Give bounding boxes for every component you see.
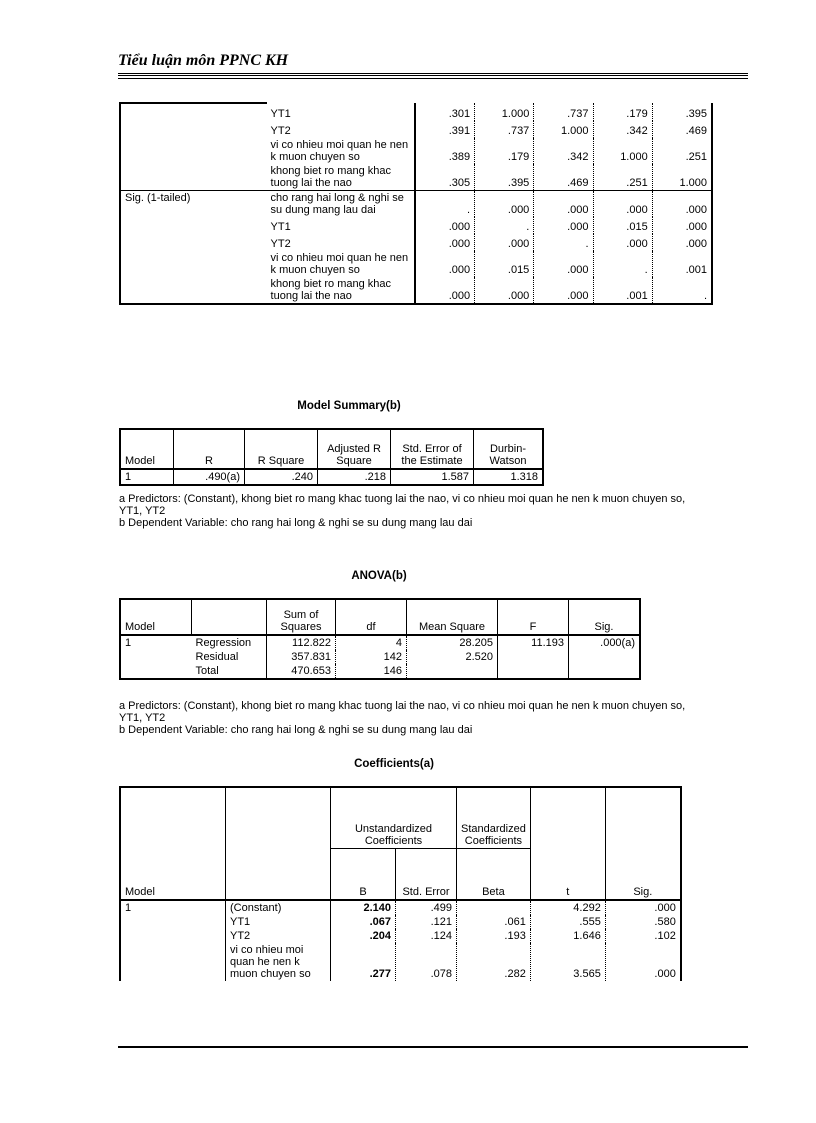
col-header: Adjusted R Square	[318, 429, 391, 469]
col-header	[192, 599, 267, 635]
table-cell: 1.646	[530, 929, 605, 943]
table-cell: .015	[475, 251, 534, 277]
coefficients-title: Coefficients(a)	[354, 758, 434, 770]
table-cell: .395	[475, 164, 534, 191]
table-cell: .061	[457, 915, 531, 929]
table-cell: .342	[593, 121, 652, 138]
table-cell: .000	[475, 191, 534, 218]
table-cell: 3.565	[530, 943, 605, 981]
page-header-title: Tiểu luận môn PPNC KH	[118, 52, 289, 69]
table-cell: 112.822	[267, 635, 336, 650]
table-cell: .179	[475, 138, 534, 164]
col-header: df	[336, 599, 407, 635]
col-header: Model	[120, 429, 174, 469]
table-row	[120, 915, 681, 929]
table-cell: .078	[396, 943, 457, 981]
table-cell: .469	[534, 164, 593, 191]
group-header-standardized: Standardized Coefficients	[457, 787, 531, 849]
table-cell: 470.653	[267, 664, 336, 679]
col-header: R Square	[245, 429, 318, 469]
row-group-label	[120, 164, 267, 191]
table-cell	[457, 900, 531, 915]
row-group-label	[120, 121, 267, 138]
coefficients-table	[119, 786, 682, 981]
row-group-label: Sig. (1-tailed)	[120, 191, 267, 218]
row-label: khong biet ro mang khac tuong lai the nao	[267, 277, 416, 304]
table-cell: .000	[415, 277, 474, 304]
table-cell: 2.520	[407, 650, 498, 664]
table-row	[120, 121, 712, 138]
table-cell: .305	[415, 164, 474, 191]
table-cell: 142	[336, 650, 407, 664]
row-label: YT1	[267, 103, 416, 121]
row-label: vi co nhieu moi quan he nen k muon chuyen so	[267, 251, 416, 277]
cell: .240	[245, 469, 318, 485]
table-cell: .193	[457, 929, 531, 943]
row-group-label	[120, 217, 267, 234]
col-header: R	[174, 429, 245, 469]
table-cell: (Constant)	[226, 900, 331, 915]
table-cell: .469	[685, 125, 707, 137]
cell: 1	[120, 469, 174, 485]
table-cell: .204	[331, 929, 396, 943]
table-cell: .000	[685, 221, 707, 233]
header-rule	[118, 73, 748, 79]
model-summary-table	[119, 428, 544, 486]
table-cell: 4.292	[530, 900, 605, 915]
table-row	[120, 138, 712, 164]
table-cell: vi co nhieu moi quan he nen k muon chuyen so	[226, 943, 331, 981]
table-cell	[120, 650, 192, 664]
table-cell: .	[415, 191, 474, 218]
table-cell	[498, 650, 569, 664]
table-row	[120, 943, 681, 981]
note-a-cont: YT1, YT2	[119, 712, 166, 724]
col-header	[226, 787, 331, 900]
col-header: Beta	[457, 849, 531, 901]
cell: .218	[318, 469, 391, 485]
table-cell: .	[475, 217, 534, 234]
row-label: vi co nhieu moi quan he nen k muon chuyen so	[267, 138, 416, 164]
col-header: F	[498, 599, 569, 635]
table-cell: 1.000	[593, 138, 652, 164]
table-cell: Regression	[192, 635, 267, 650]
table-row	[120, 929, 681, 943]
table-cell	[569, 664, 641, 679]
table-row	[120, 277, 712, 304]
table-cell: .124	[396, 929, 457, 943]
table-cell: 1.000	[475, 103, 534, 121]
table-cell: 4	[336, 635, 407, 650]
table-cell: .000	[475, 234, 534, 251]
table-cell	[407, 664, 498, 679]
table-cell: 1	[120, 900, 226, 915]
table-row	[120, 900, 681, 915]
table-row	[120, 164, 712, 191]
table-cell: .	[593, 251, 652, 277]
table-cell: .000	[534, 277, 593, 304]
table-cell: .	[703, 290, 707, 302]
table-cell: 11.193	[498, 635, 569, 650]
row-label: cho rang hai long & nghi se su dung mang lau dai	[267, 191, 416, 218]
table-cell: .121	[396, 915, 457, 929]
row-label: YT1	[267, 217, 416, 234]
table-cell: .499	[396, 900, 457, 915]
model-summary-notes	[119, 493, 685, 529]
col-header: Std. Error	[396, 849, 457, 901]
table-cell: 2.140	[331, 900, 396, 915]
row-group-label	[120, 234, 267, 251]
col-header: Sum of Squares	[267, 599, 336, 635]
table-cell: .000(a)	[569, 635, 641, 650]
table-cell: .001	[593, 277, 652, 304]
col-header: Sig.	[569, 599, 641, 635]
model-summary-title: Model Summary(b)	[297, 400, 401, 412]
table-cell: .282	[457, 943, 531, 981]
table-cell: 28.205	[407, 635, 498, 650]
col-header: Sig.	[605, 787, 681, 900]
table-cell: .301	[415, 103, 474, 121]
table-cell: .000	[654, 902, 676, 914]
table-cell: .000	[685, 238, 707, 250]
row-label: YT2	[267, 121, 416, 138]
table-cell	[120, 915, 226, 929]
table-cell: .395	[685, 108, 707, 120]
cell: 1.587	[391, 469, 474, 485]
table-cell: Residual	[192, 650, 267, 664]
table-cell: .580	[654, 916, 676, 928]
table-cell: .000	[415, 217, 474, 234]
group-header-unstandardized: Unstandardized Coefficients	[331, 787, 457, 849]
table-cell: .555	[530, 915, 605, 929]
table-cell: .	[534, 234, 593, 251]
table-cell: Total	[192, 664, 267, 679]
anova-table	[119, 598, 641, 680]
table-row	[120, 103, 712, 121]
table-cell: .179	[593, 103, 652, 121]
anova-title: ANOVA(b)	[351, 570, 407, 582]
table-row	[120, 635, 640, 650]
table-cell: .251	[685, 151, 707, 163]
table-cell: .000	[652, 191, 712, 218]
col-header: Std. Error of the Estimate	[391, 429, 474, 469]
note-b: b Dependent Variable: cho rang hai long & nghi se su dung mang lau dai	[119, 724, 473, 736]
row-label: khong biet ro mang khac tuong lai the nao	[267, 164, 416, 191]
col-header: Model	[120, 787, 226, 900]
table-cell: .342	[534, 138, 593, 164]
note-a: a Predictors: (Constant), khong biet ro mang khac tuong lai the nao, vi co nhieu moi quan he nen k muon chuyen so,	[119, 493, 686, 505]
cell: 1.318	[474, 469, 544, 485]
table-cell: .000	[593, 191, 652, 218]
table-cell: .001	[685, 264, 707, 276]
col-header: Durbin-Watson	[474, 429, 544, 469]
row-label: YT2	[267, 234, 416, 251]
table-cell: .000	[415, 251, 474, 277]
table-cell: .000	[415, 234, 474, 251]
table-cell: .737	[475, 121, 534, 138]
note-a: a Predictors: (Constant), khong biet ro mang khac tuong lai the nao, vi co nhieu moi quan he nen k muon chuyen so,	[119, 700, 686, 712]
table-cell: .000	[593, 234, 652, 251]
table-cell: .067	[331, 915, 396, 929]
table-cell: .000	[534, 217, 593, 234]
table-row	[120, 664, 640, 679]
table-row	[120, 234, 712, 251]
footer-rule	[118, 1046, 748, 1048]
table-cell: .000	[534, 251, 593, 277]
table-cell	[498, 664, 569, 679]
table-row	[120, 217, 712, 234]
note-a-cont: YT1, YT2	[119, 505, 166, 517]
table-cell: .251	[593, 164, 652, 191]
table-cell	[120, 943, 226, 981]
correlations-table	[119, 102, 713, 305]
table-cell: .277	[331, 943, 396, 981]
col-header: Mean Square	[407, 599, 498, 635]
table-cell	[120, 929, 226, 943]
table-cell: 1.000	[534, 121, 593, 138]
table-cell	[120, 664, 192, 679]
table-cell: .389	[415, 138, 474, 164]
anova-notes	[119, 700, 685, 736]
table-cell: .000	[654, 968, 676, 980]
table-cell: YT2	[226, 929, 331, 943]
table-cell: .737	[534, 103, 593, 121]
note-b: b Dependent Variable: cho rang hai long & nghi se su dung mang lau dai	[119, 517, 473, 529]
table-cell	[569, 650, 641, 664]
table-row	[120, 191, 712, 218]
row-group-label	[120, 138, 267, 164]
table-cell: .000	[534, 191, 593, 218]
table-cell: 357.831	[267, 650, 336, 664]
table-cell: 1	[125, 637, 132, 649]
row-group-label	[120, 277, 267, 304]
table-cell: .015	[593, 217, 652, 234]
table-row	[120, 251, 712, 277]
col-header: B	[331, 849, 396, 901]
table-cell: .102	[654, 930, 676, 942]
row-group-label	[120, 103, 267, 121]
table-row	[120, 650, 640, 664]
table-cell: 146	[336, 664, 407, 679]
row-group-label	[120, 251, 267, 277]
table-cell: YT1	[226, 915, 331, 929]
col-header: Model	[120, 599, 192, 635]
table-cell: .391	[415, 121, 474, 138]
table-cell: .000	[475, 277, 534, 304]
cell: .490(a)	[174, 469, 245, 485]
table-cell: 1.000	[679, 177, 707, 189]
col-header: t	[530, 787, 605, 900]
